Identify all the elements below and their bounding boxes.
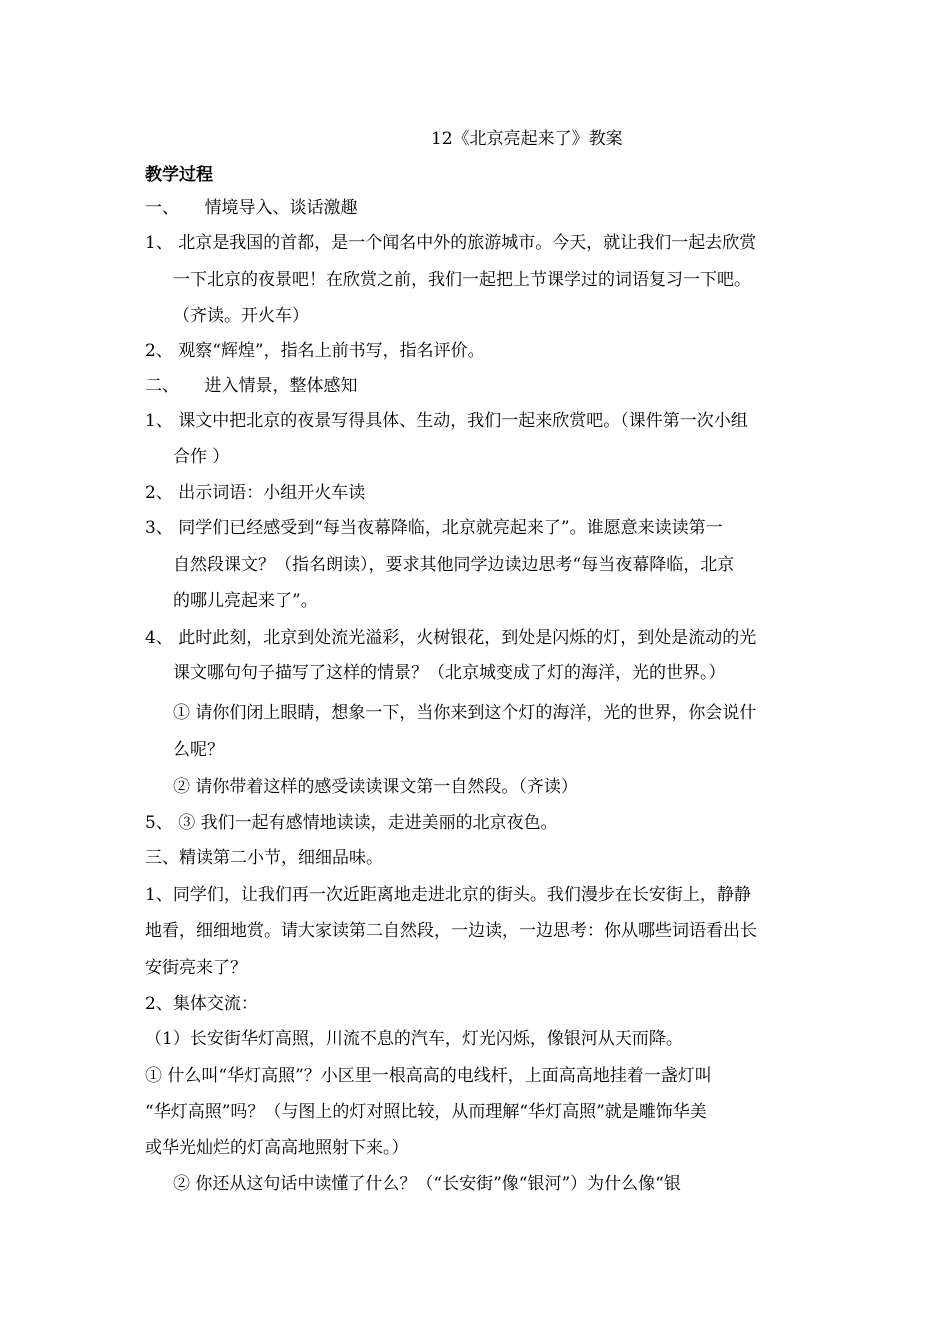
paragraph-line: （齐读。开火车）: [173, 306, 309, 326]
paragraph-line: ① 请你们闭上眼睛，想象一下，当你来到这个灯的海洋，光的世界，你会说什: [173, 703, 757, 723]
paragraph-line: 或华光灿烂的灯高高地照射下来。）: [145, 1138, 409, 1158]
paragraph-line: 地看，细细地赏。请大家读第二自然段，一边读，一边思考：你从哪些词语看出长: [145, 921, 757, 941]
paragraph-line: 安街亮来了？: [145, 958, 247, 978]
paragraph-line: 1、同学们，让我们再一次近距离地走进北京的街头。我们漫步在长安街上，静静: [145, 885, 751, 905]
paragraph-line: 5、 ③ 我们一起有感情地读读，走进美丽的北京夜色。: [145, 813, 558, 833]
paragraph-line: 合作 ）: [173, 447, 230, 467]
paragraph-line: 课文哪句句子描写了这样的情景？（北京城变成了灯的海洋，光的世界。）: [173, 663, 726, 683]
paragraph-line: 么呢？: [173, 740, 224, 760]
paragraph-line: 1、 课文中把北京的夜景写得具体、生动，我们一起来欣赏吧。（课件第一次小组: [145, 411, 748, 431]
paragraph-line: “华灯高照”吗？（与图上的灯对照比较，从而理解“华灯高照”就是雕饰华美: [145, 1102, 707, 1122]
paragraph-line: 的哪儿亮起来了”。: [173, 591, 318, 611]
paragraph-line: （1）长安街华灯高照，川流不息的汽车，灯光闪烁，像银河从天而降。: [145, 1029, 683, 1049]
paragraph-line: ① 什么叫“华灯高照”？小区里一根高高的电线杆，上面高高地挂着一盏灯叫: [145, 1066, 712, 1086]
paragraph-line: 自然段课文？（指名朗读），要求其他同学边读边思考“每当夜幕降临，北京: [173, 555, 735, 575]
paragraph-line: 1、 北京是我国的首都，是一个闻名中外的旅游城市。今天，就让我们一起去欣赏: [145, 233, 757, 253]
paragraph-line: 3、 同学们已经感受到“每当夜幕降临，北京就亮起来了”。谁愿意来读读第一: [145, 518, 723, 538]
paragraph-line: 三、精读第二小节，细细品味。: [145, 848, 383, 868]
paragraph-line: 4、 此时此刻，北京到处流光溢彩，火树银花，到处是闪烁的灯，到处是流动的光: [145, 628, 757, 648]
paragraph-line: ② 你还从这句话中读懂了什么？（“长安街”像“银河”）为什么像“银: [173, 1174, 681, 1194]
section-heading: 教学过程: [145, 165, 213, 185]
paragraph-line: 2、 观察“辉煌”，指名上前书写，指名评价。: [145, 341, 485, 361]
paragraph-line: 二、 进入情景，整体感知: [145, 376, 358, 396]
page-title: 12《北京亮起来了》教案: [431, 129, 623, 149]
paragraph-line: 一、 情境导入、谈话激趣: [145, 198, 358, 218]
paragraph-line: 一下北京的夜景吧！在欣赏之前，我们一起把上节课学过的词语复习一下吧。: [173, 270, 751, 290]
paragraph-line: 2、 出示词语：小组开火车读: [145, 483, 366, 503]
paragraph-line: ② 请你带着这样的感受读读课文第一自然段。（齐读）: [173, 777, 578, 797]
paragraph-line: 2、集体交流：: [145, 994, 258, 1014]
